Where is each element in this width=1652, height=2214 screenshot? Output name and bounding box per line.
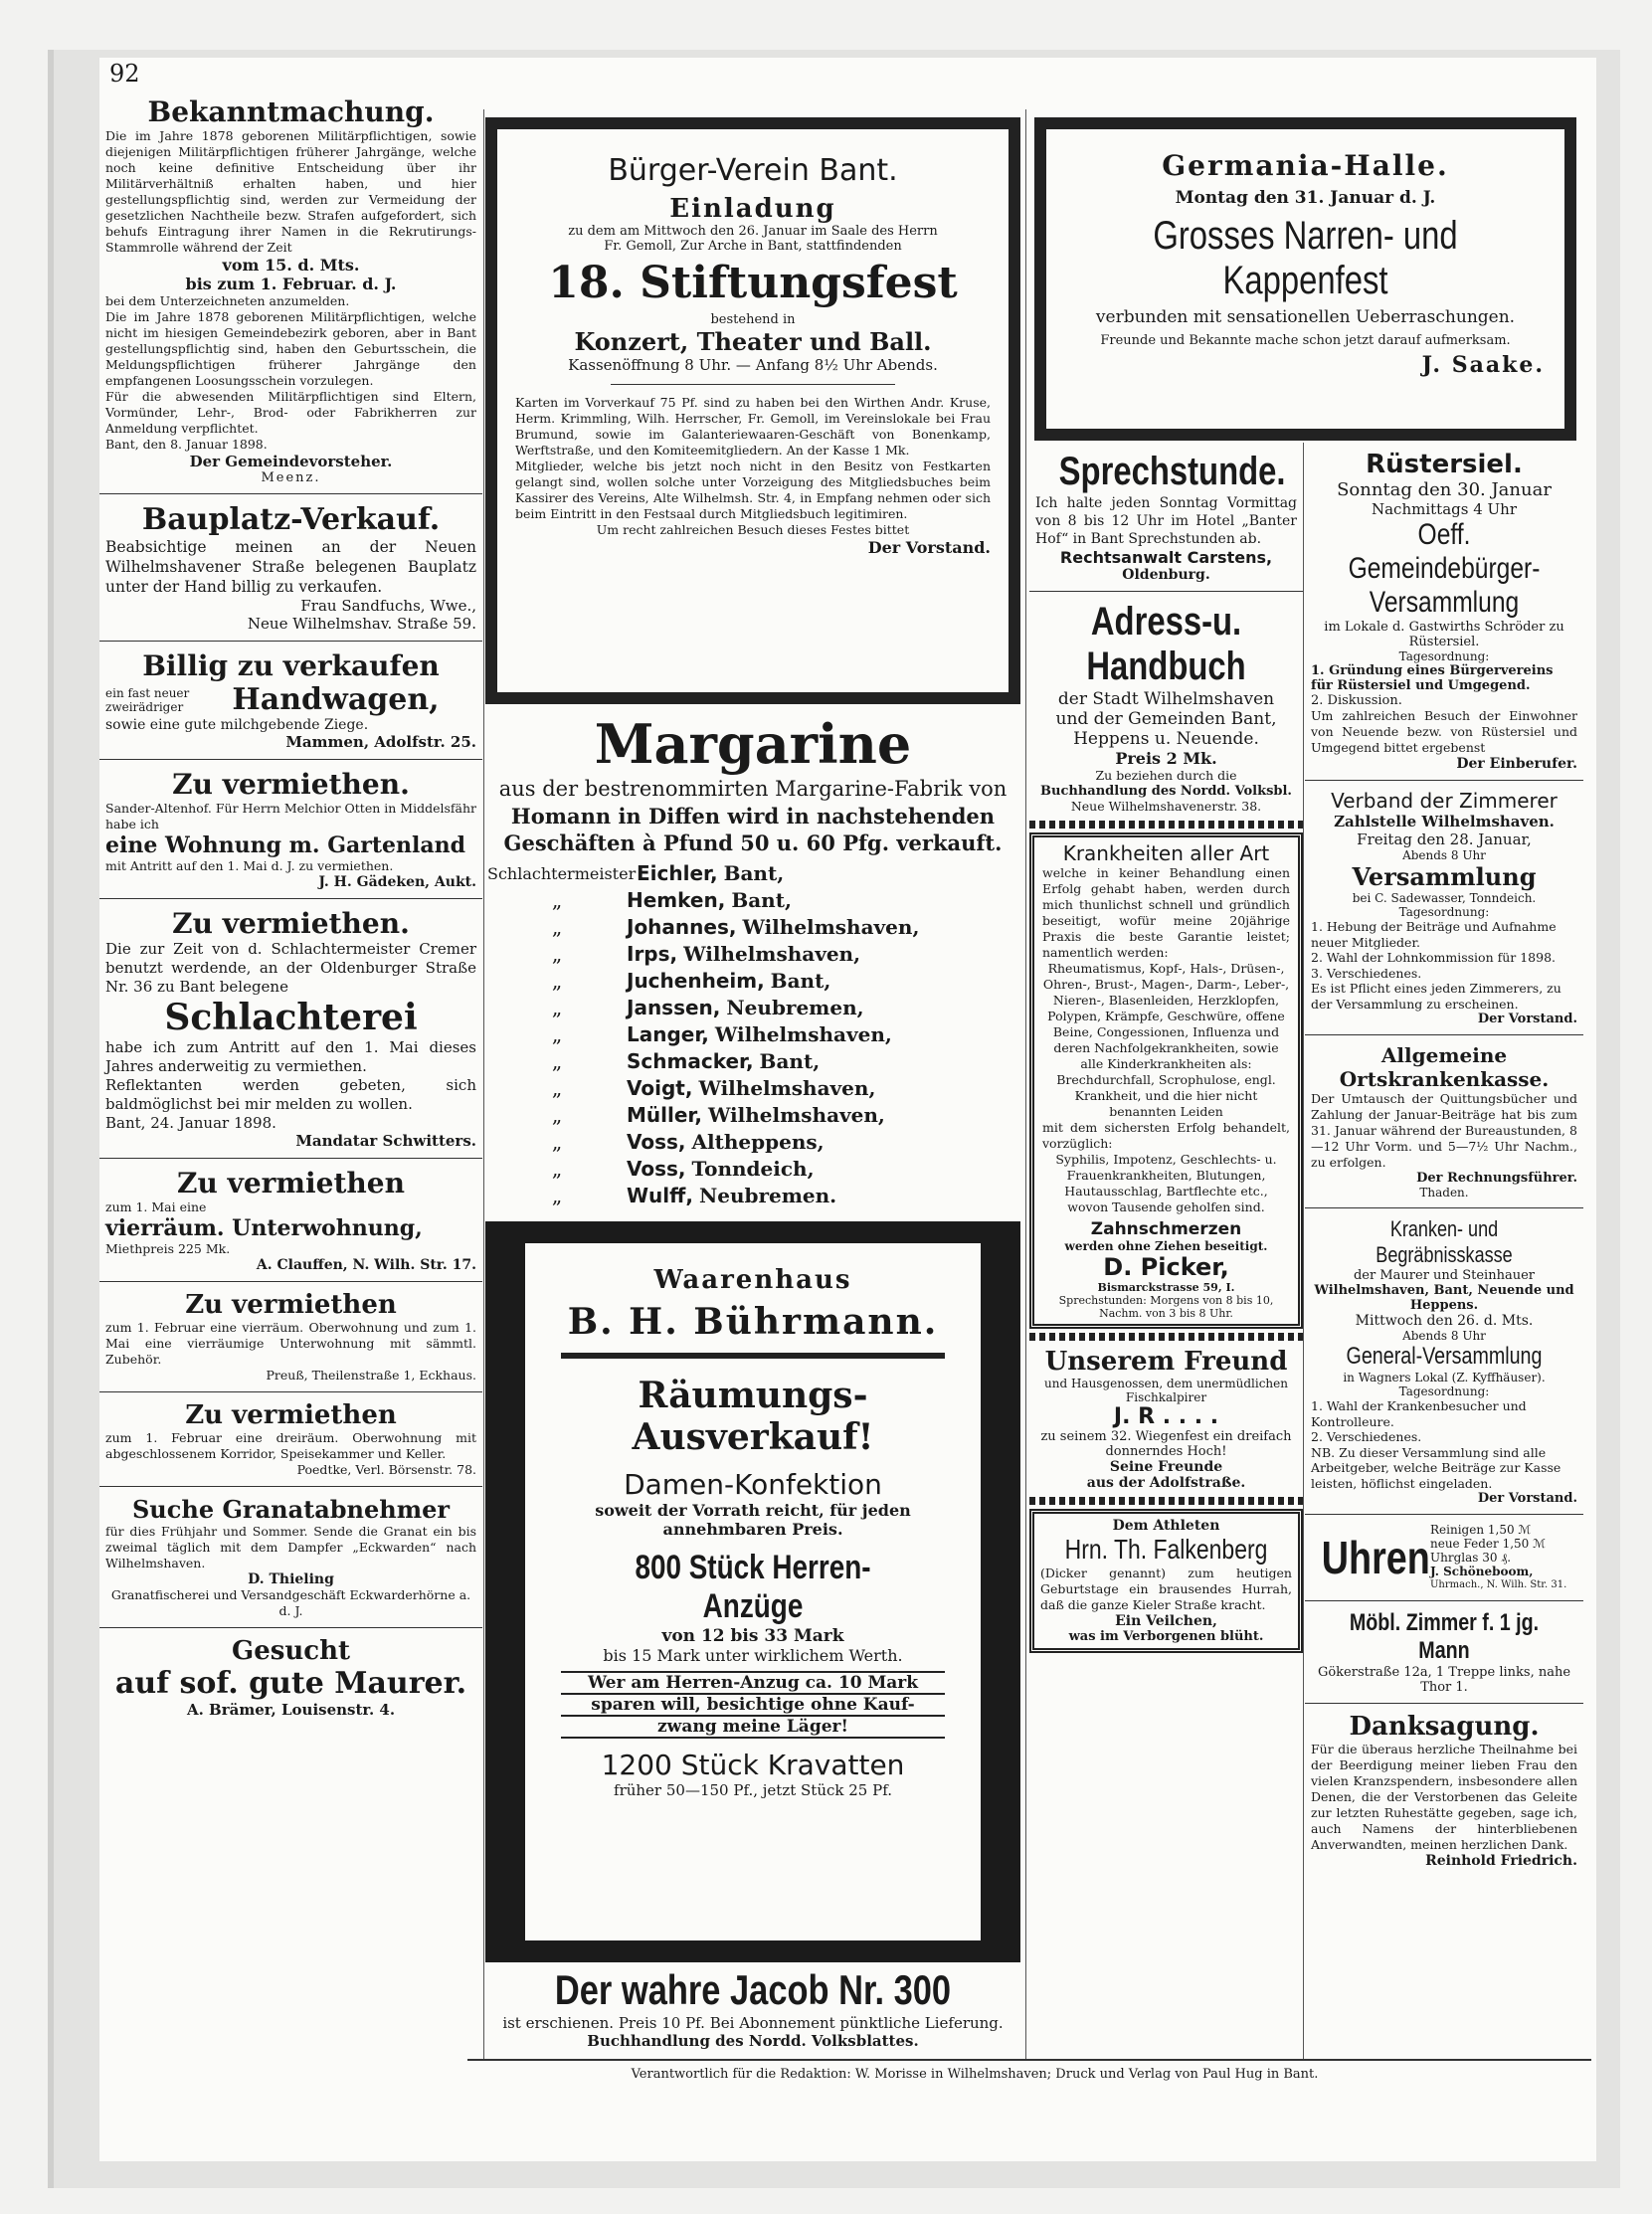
ad-title: Germania-Halle. [1162, 149, 1449, 182]
ad-danksagung [1305, 1710, 1583, 1871]
dealer-label: „ [551, 915, 563, 939]
ad-place-date: Bant, den 8. Januar 1898. [105, 437, 268, 452]
ad-text: Damen-Konfektion [624, 1468, 882, 1501]
ad-headline: auf sof. gute Maurer. [114, 1666, 467, 1701]
column-4 [1305, 448, 1583, 2069]
ad-text: bestehend in [710, 312, 796, 327]
ad-text: und der Gemeinden Bant, [1055, 709, 1277, 729]
ad-title: Möbl. Zimmer f. 1 jg. Mann [1349, 1609, 1540, 1664]
ad-headline: General-Versammlung [1346, 1343, 1543, 1370]
ad-signature-name: Meenz. [261, 470, 321, 485]
dealer-place: Bant, [759, 1049, 821, 1073]
dealer-label: „ [551, 969, 563, 993]
ad-text: sparen will, besichtige ohne Kauf- [561, 1693, 945, 1715]
ad-text: zum 1. Mai eine [105, 1199, 207, 1214]
ad-text: mit dem sichersten Erfolg behandelt, vorzüglich: [1042, 1120, 1290, 1151]
ad-headline: Oeff. Gemeindebürger- [1348, 518, 1541, 585]
ad-headline: Räumungs-Ausverkauf! [632, 1375, 874, 1458]
ad-signature: Der Vorstand. [1477, 1491, 1577, 1506]
dealer-name: Janssen, [627, 996, 721, 1019]
ad-title: Verband der Zimmerer [1331, 789, 1558, 813]
dealer-name: Voigt, [627, 1076, 693, 1100]
ad-text: Tagesordnung: [1398, 649, 1490, 663]
ad-price: Reinigen 1,50 ℳ [1430, 1523, 1532, 1537]
dealer-row [487, 995, 1018, 1021]
dealer-row [487, 860, 1018, 887]
dealer-name: Wulff, [627, 1184, 693, 1207]
ad-text: Fr. Gemoll, Zur Arche in Bant, stattfindenden [604, 239, 902, 254]
ad-maurer [99, 1634, 482, 1721]
dealer-label: „ [551, 1022, 563, 1046]
ad-address: Uhrmach., N. Wilh. Str. 31. [1430, 1579, 1567, 1590]
ad-text: Heppens u. Neuende. [1073, 729, 1259, 749]
ad-text: Zahlstelle Wilhelmshaven. [1334, 813, 1555, 830]
imprint-footer: Verantwortlich für die Redaktion: W. Morisse in Wilhelmshaven; Druck und Verlag von Paul Hug in Bant. [631, 2067, 1319, 2082]
divider [1029, 821, 1303, 829]
ad-title: Adress-u. Handbuch [1086, 600, 1246, 688]
dealer-label: „ [551, 1076, 563, 1100]
dealer-row [487, 968, 1018, 995]
ad-text: Karten im Vorverkauf 75 Pf. sind zu haben bei den Wirthen Andr. Kruse, Herm. Krimmling, Wilh. Herrscher, Fr. Gemoll, im Vereinslokale bei Frau Brumund, sowie im Galanteriewaaren-Geschäft von Bonenkamp, Werftstraße, und den Komiteemitgliedern. An der Kasse 1 Mk. [515, 395, 991, 458]
dealer-label: „ [551, 942, 563, 966]
ad-ortskrankenkasse [1305, 1041, 1583, 1201]
dealer-place: Wilhelmshaven, [707, 1103, 885, 1127]
ad-text: ein fast neuer [105, 685, 190, 700]
ad-signature: Neue Wilhelmshav. Straße 59. [247, 615, 476, 633]
ad-signature: J. H. Gädeken, Aukt. [318, 874, 476, 890]
ad-signature: A. Brämer, Louisenstr. 4. [186, 1701, 396, 1719]
ad-title: Bauplatz-Verkauf. [141, 502, 441, 537]
ad-text: Gökerstraße 12a, 1 Treppe links, nahe Thor 1. [1317, 1665, 1571, 1695]
ad-bekanntmachung [99, 93, 482, 487]
ad-headline: Versammlung [1352, 862, 1537, 891]
ad-signature: Preuß, Theilenstraße 1, Eckhaus. [266, 1368, 476, 1383]
dealer-name: Voss, [627, 1157, 686, 1181]
column-rule [483, 109, 484, 2059]
ad-ruestersiel [1305, 448, 1583, 774]
dealer-place: Wilhelmshaven, [714, 1022, 892, 1046]
dealer-label: „ [551, 996, 563, 1019]
ad-headline: 18. Stiftungsfest [548, 258, 958, 308]
ad-text: soweit der Vorrath reicht, für jeden annehmbaren Preis. [595, 1501, 911, 1539]
dealer-label: „ [551, 1130, 563, 1154]
ad-adressbuch [1029, 598, 1303, 817]
ad-text: Um zahlreichen Besuch der Einwohner von Neuende bezw. von Rüstersiel und Umgegend bittet ergebenst [1311, 708, 1577, 755]
ad-text: Geschäften à Pfund 50 u. 60 Pfg. verkauft. [503, 830, 1003, 855]
ad-germania-halle-frame [1034, 117, 1576, 446]
dealer-name: Eichler, [637, 861, 718, 885]
ad-text: zwang meine Läger! [561, 1715, 945, 1739]
ad-signature: Der Gemeindevorsteher. [189, 453, 393, 470]
ad-text: 2. Verschiedenes. [1311, 1429, 1422, 1444]
ad-text: zum 1. Februar eine vierräum. Oberwohnung und zum 1. Mai eine vierräumige Unterwohnung mit sämmtl. Zubehör. [105, 1320, 476, 1367]
ad-text: Um recht zahlreichen Besuch dieses Festes bittet [596, 522, 910, 537]
ad-krankheiten [1029, 832, 1303, 1329]
ad-date: Freitag den 28. Januar, [1357, 830, 1532, 848]
ad-title: Sprechstunde. [1058, 450, 1286, 493]
ad-price: neue Feder 1,50 ℳ [1430, 1537, 1546, 1551]
ad-vermiethen-4 [99, 1288, 482, 1385]
ad-text: 3. Verschiedenes. [1311, 965, 1422, 981]
divider [1029, 1333, 1303, 1341]
ad-text: Freunde und Bekannte mache schon jetzt darauf aufmerksam. [1100, 333, 1511, 348]
ad-text: aus der bestrenommirten Margarine-Fabrik von [498, 777, 1008, 801]
ad-headline: Handwagen, [232, 682, 440, 717]
footer-rule [467, 2059, 1591, 2061]
ad-signature: Ein Veilchen, [1115, 1613, 1217, 1629]
ad-signature: aus der Adolfstraße. [1086, 1475, 1246, 1491]
ad-text: Syphilis, Impotenz, Geschlechts- u. Frauenkrankheiten, Blutungen, Hautausschlag, Bartflechte etc., wovon Tausende geholfen sind. [1055, 1152, 1277, 1214]
ad-moebl-zimmer [1305, 1607, 1583, 1697]
ad-place-date: Bant, 24. Januar 1898. [105, 1114, 276, 1132]
dealer-label: „ [551, 1103, 563, 1127]
ad-title: Margarine [594, 712, 912, 776]
ad-zimmerer [1305, 787, 1583, 1028]
ad-text: 2. Wahl der Lohnkommission für 1898. [1311, 950, 1557, 965]
dealer-row [487, 887, 1018, 914]
ad-text: Tagesordnung: [1398, 905, 1490, 919]
dealer-row [487, 1075, 1018, 1102]
ad-price: Uhrglas 30 ₰. [1430, 1551, 1512, 1565]
dealer-place: Wilhelmshaven, [683, 942, 861, 966]
ad-signature: Frau Sandfuchs, Wwe., [300, 597, 476, 615]
ad-date: vom 15. d. Mts. [222, 256, 360, 275]
ad-text: Sprechstunden: Morgens von 8 bis 10, Nachm. von 3 bis 8 Uhr. [1058, 1294, 1274, 1320]
ad-athlet [1029, 1509, 1303, 1653]
dealer-row [487, 1183, 1018, 1209]
dealer-place: Tonndeich, [691, 1157, 815, 1181]
dealer-label: „ [551, 1049, 563, 1073]
dealer-name: Müller, [627, 1103, 702, 1127]
ad-title: Unserem Freund [1044, 1347, 1288, 1377]
dealer-place: Neubremen, [726, 996, 864, 1019]
ad-signature: Der Vorstand. [1477, 1012, 1577, 1026]
ad-text: Beabsichtige meinen an der Neuen Wilhelmshavener Straße belegenen Bauplatz unter der Hand billig zu verkaufen. [105, 538, 476, 596]
dealer-list [487, 860, 1018, 1209]
ad-billig [99, 647, 482, 753]
ad-signature: D. Picker, [1103, 1253, 1229, 1281]
ad-text: Für die überaus herzliche Theilnahme bei der Beerdigung meiner lieben Frau den vielen Kranzspendern, insbesondere allen Denen, die der Verstorbenen das Geleite zur letzten Ruhestätte gegeben, sage ich, auch Namens der hinterbliebenen Anverwandten, meinen herzlichen Dank. [1311, 1742, 1577, 1852]
ad-date: Nachmittags 4 Uhr [1371, 500, 1517, 518]
ad-text: Kassenöffnung 8 Uhr. — Anfang 8½ Uhr Abends. [568, 356, 938, 374]
ad-text: Es ist Pflicht eines jeden Zimmerers, zu der Versammlung zu erscheinen. [1311, 981, 1561, 1012]
dealer-place: Bant, [770, 969, 831, 993]
dealer-name: Juchenheim, [627, 969, 765, 993]
dealer-place: Altheppens, [691, 1130, 825, 1154]
ad-headline: B. H. Bührmann. [567, 1301, 939, 1343]
ad-text: in Wagners Lokal (Z. Kyffhäuser). [1343, 1371, 1546, 1384]
ad-date: Sonntag den 30. Januar [1337, 479, 1552, 500]
ad-text: der Maurer und Steinhauer [1353, 1268, 1535, 1283]
ad-headline: Schlachterei [164, 997, 418, 1038]
ad-title: Krankheiten aller Art [1062, 841, 1270, 865]
dealer-label: Schlachtermeister [487, 864, 637, 883]
ad-signature: Rechtsanwalt Carstens, [1059, 548, 1273, 567]
ad-text: 2. Diskussion. [1311, 693, 1402, 708]
ad-text: Die im Jahre 1878 geborenen Militärpflichtigen, welche nicht im hiesigen Gemeindebezirk geboren, aber in Bant gestellungspflichtig sind, haben den Geburtsschein, die Meldungspflichtigen früherer Jahrgänge den empfangenen Loosungsschein vorzulegen. [105, 309, 476, 388]
ad-title: Zu vermiethen [177, 1167, 405, 1199]
ad-signature: Oldenburg. [1122, 567, 1210, 583]
ad-signature: Poedtke, Verl. Börsenstr. 78. [296, 1462, 476, 1477]
ad-text: Rheumatismus, Kopf-, Hals-, Drüsen-, Ohren-, Brust-, Magen-, Darm-, Leber-, Nieren-, Blasenleiden, Herzklopfen, Polypen, Krämpfe, Geschwüre, offene Beine, Congessionen, Influenza und deren Nachfolgekrankheiten, sowie alle Kinderkrankheiten als: Brechdurchfall, Scrophulose, engl. Krankheit, und die hier nicht benannten Leiden [1042, 961, 1290, 1119]
ad-freund [1029, 1345, 1303, 1493]
ad-text: 1. Wahl der Krankenbesucher und Kontrolleure. [1311, 1398, 1527, 1429]
ad-date: Montag den 31. Januar d. J. [1175, 188, 1436, 208]
ad-title: Waarenhaus [653, 1265, 852, 1295]
page-number: 92 [109, 60, 140, 88]
dealer-row [487, 1048, 1018, 1075]
dealer-row [487, 1021, 1018, 1048]
ad-date: bis zum 1. Februar. d. J. [185, 275, 397, 293]
ad-text: sowie eine gute milchgebende Ziege. [105, 717, 369, 733]
ad-vermiethen-2 [99, 905, 482, 1152]
ad-bauplatz [99, 500, 482, 635]
ad-title: Uhren [1321, 1532, 1430, 1583]
ad-title: Billig zu verkaufen [142, 649, 440, 682]
dealer-name: Langer, [627, 1022, 709, 1046]
ad-text: zu dem am Mittwoch den 26. Januar im Saale des Herrn [568, 224, 938, 239]
dealer-name: Voss, [627, 1130, 686, 1154]
ad-signature: Granatfischerei und Versandgeschäft Eckwarderhörne a. d. J. [110, 1587, 471, 1618]
ad-title: Der wahre Jacob Nr. 300 [554, 1966, 952, 2013]
ad-text: im Lokale d. Gastwirths Schröder zu Rüstersiel. [1324, 620, 1564, 649]
ad-text: Sander-Altenhof. Für Herrn Melchior Otten in Middelsfähr habe ich [105, 801, 476, 831]
ad-title: Zu vermiethen [185, 1400, 397, 1430]
ad-price: Preis 2 Mk. [1115, 749, 1217, 768]
dealer-row [487, 1129, 1018, 1156]
ad-text: Für die abwesenden Militärpflichtigen sind Eltern, Vormünder, Lehr-, Brod- oder Fabrikherren zur Anmeldung verpflichtet. [105, 389, 476, 436]
column-1 [99, 60, 482, 2099]
ad-headline: eine Wohnung m. Gartenland [105, 832, 465, 858]
ad-vermiethen-5 [99, 1398, 482, 1480]
ad-signature: Reinhold Friedrich. [1425, 1853, 1577, 1869]
ad-signature: Mandatar Schwitters. [295, 1132, 476, 1150]
column-rule [1303, 443, 1304, 2059]
ad-signature: D. Thieling [248, 1571, 334, 1587]
ad-signature: Der Einberufer. [1456, 756, 1577, 772]
ad-title: Zu vermiethen. [172, 907, 410, 940]
ad-headline: Einladung [669, 194, 836, 224]
ad-title: Dem Athleten [1112, 1518, 1220, 1534]
ad-headline: J. R . . . . [1113, 1404, 1219, 1429]
ad-signature: was im Verborgenen blüht. [1068, 1629, 1264, 1644]
dealer-row [487, 941, 1018, 968]
ad-text: welche in keiner Behandlung einen Erfolg gehabt haben, werden durch mich thunlichst schnell und gründlich beseitigt, wofür meine 20jährige Praxis die beste Garantie leistet; namentlich werden: [1042, 865, 1290, 960]
ad-text: Der Umtausch der Quittungsbücher und Zahlung der Januar-Beiträge hat bis zum 31. Januar während der Bureaustunden, 8—12 Uhr Vorm. und 5—7½ Uhr Nachm., zu erfolgen. [1311, 1091, 1577, 1170]
dealer-name: Hemken, [627, 888, 726, 912]
ad-title: Gesucht [231, 1636, 351, 1666]
ad-vermiethen-3 [99, 1165, 482, 1275]
ad-signature: J. Saake. [1421, 352, 1545, 378]
ad-text: Reflektanten werden gebeten, sich baldmöglichst bei mir melden zu wollen. [105, 1076, 476, 1113]
ad-date: Abends 8 Uhr [1402, 1329, 1486, 1343]
ad-text: zum 1. Februar eine dreiräum. Oberwohnung mit abgeschlossenem Korridor, Speisekammer und Keller. [105, 1430, 476, 1461]
dealer-name: Schmacker, [627, 1049, 754, 1073]
ad-text: für dies Frühjahr und Sommer. Sende die Granat ein bis zweimal täglich mit dem Dampfer „Eckwarden“ nach Wilhelmshaven. [105, 1524, 476, 1570]
ad-text: und Hausgenossen, dem unermüdlichen Fischkalpirer [1044, 1377, 1288, 1404]
dealer-place: Neubremen. [698, 1184, 837, 1207]
ad-text: Miethpreis 225 Mk. [105, 1241, 231, 1256]
ad-text: Tagesordnung: [1398, 1384, 1490, 1398]
ad-headline: 800 Stück Herren-Anzüge [635, 1549, 871, 1625]
ad-title: Allgemeine Ortskrankenkasse. [1339, 1043, 1550, 1091]
ad-buerger-verein [485, 117, 1020, 704]
ad-headline: Konzert, Theater und Ball. [574, 327, 932, 356]
ad-text: Homann in Diffen wird in nachstehenden [510, 804, 996, 829]
ad-text: habe ich zum Antritt auf den 1. Mai dieses Jahres anderweitig zu vermiethen. [105, 1038, 476, 1075]
ad-text: Die zur Zeit von d. Schlachtermeister Cremer benutzt werdende, an der Oldenburger Straße Nr. 36 zu Bant belegene [105, 940, 476, 996]
dealer-place: Wilhelmshaven, [698, 1076, 876, 1100]
ad-signature: Der Rechnungsführer. [1416, 1171, 1577, 1186]
ad-text: früher 50—150 Pf., jetzt Stück 25 Pf. [614, 1781, 892, 1799]
ad-text: Die im Jahre 1878 geborenen Militärpflichtigen, sowie diejenigen Militärpflichtigen früherer Jahrgänge, welche noch keine definitive Entscheidung über ihr Militärverhältniß erhalten haben, und hier gestellungspflichtig sind, werden zur Vermeidung der gesetzlichen Nachtheile bezw. Strafen aufgefordert, sich behufs Eintragung ihrer Namen in die Rekrutirungs-Stammrolle während der Zeit [105, 128, 476, 255]
ad-signature-name: Thaden. [1419, 1186, 1469, 1199]
ad-text: 1. Gründung eines Bürgervereins für Rüstersiel und Umgegend. [1311, 663, 1554, 693]
ad-text: (Dicker genannt) zum heutigen Geburtstage ein brausendes Hurrah, daß die ganze Kieler Straße kracht. [1040, 1566, 1292, 1612]
column-rule [1025, 109, 1026, 2059]
dealer-row [487, 1156, 1018, 1183]
ad-signature: Der Vorstand. [867, 538, 991, 557]
ad-title: Zu vermiethen [185, 1290, 397, 1320]
ad-text: bei dem Unterzeichneten anzumelden. [105, 293, 350, 308]
ad-text: der Stadt Wilhelmshaven [1057, 689, 1275, 709]
ad-text: ist erschienen. Preis 10 Pf. Bei Abonnement pünktliche Lieferung. [502, 2014, 1004, 2032]
ad-headline: Grosses Narren- und Kappenfest [1153, 214, 1458, 302]
dealer-row [487, 1102, 1018, 1129]
ad-text: von 12 bis 33 Mark [661, 1626, 844, 1646]
ad-wahre-jacob [485, 1962, 1020, 2054]
ad-text: zu seinem 32. Wiegenfest ein dreifach donnerndes Hoch! [1040, 1429, 1292, 1459]
ad-signature: Mammen, Adolfstr. 25. [285, 733, 476, 751]
ad-signature: Seine Freunde [1109, 1459, 1223, 1475]
ad-waarenhaus [485, 1221, 1020, 1962]
ad-title: Bürger-Verein Bant. [608, 153, 898, 188]
ad-title: Suche Granatabnehmer [131, 1495, 451, 1524]
dealer-label: „ [551, 888, 563, 912]
ad-address: Bismarckstrasse 59, I. [1097, 1281, 1235, 1294]
column-3 [1029, 448, 1303, 2064]
ad-sprechstunde [1029, 448, 1303, 585]
ad-text: Wer am Herren-Anzug ca. 10 Mark [561, 1671, 945, 1693]
ad-headline: Versammlung [1369, 586, 1520, 619]
ad-germania-halle [1034, 117, 1576, 441]
dealer-label: „ [551, 1157, 563, 1181]
ad-title: Kranken- und Begräbnisskasse [1376, 1216, 1513, 1267]
ad-headline: Hrn. Th. Falkenberg [1064, 1534, 1268, 1565]
ad-text: Mitglieder, welche bis jetzt noch nicht in den Besitz von Festkarten gelangt sind, wollen solche unter Vorzeigung des Mitgliedsbuches beim Kassirer des Vereins, Alte Wilhelmsh. Str. 4, in Empfang nehmen oder sich beim Eintritt in den Festsaal durch Mitgliedsbuch legitimiren. [515, 459, 991, 521]
dealer-label: „ [551, 1184, 563, 1207]
divider [1029, 1497, 1303, 1505]
ad-date: Mittwoch den 26. d. Mts. [1355, 1313, 1534, 1329]
dealer-place: Wilhelmshaven, [742, 915, 920, 939]
ad-title: Bekanntmachung. [147, 95, 435, 128]
ad-text: NB. Zu dieser Versammlung sind alle Arbeitgeber, welche Beiträge zur Kasse leisten, höflichst eingeladen. [1311, 1444, 1561, 1491]
ad-text: Ich halte jeden Sonntag Vormittag von 8 bis 12 Uhr im Hotel „Banter Hof“ in Bant Sprechstunden ab. [1035, 495, 1297, 547]
ad-headline: 1200 Stück Kravatten [601, 1749, 905, 1781]
dealer-place: Bant, [731, 888, 792, 912]
ad-title: Danksagung. [1349, 1712, 1540, 1742]
ad-text: mit Antritt auf den 1. Mai d. J. zu vermiethen. [105, 858, 394, 873]
ad-text: werden ohne Ziehen beseitigt. [1064, 1239, 1268, 1253]
column-2 [485, 117, 1020, 2067]
dealer-place: Bant, [723, 861, 785, 885]
ad-date: Abends 8 Uhr [1402, 848, 1486, 862]
ad-signature: A. Clauffen, N. Wilh. Str. 17. [256, 1257, 476, 1273]
ad-signature: J. Schöneboom, [1430, 1565, 1534, 1578]
dealer-row [487, 914, 1018, 941]
ad-uhren [1305, 1521, 1583, 1594]
ad-headline: Zahnschmerzen [1090, 1219, 1242, 1239]
ad-begraebniskasse [1305, 1214, 1583, 1508]
ad-vermiethen-1 [99, 766, 482, 892]
dealer-name: Irps, [627, 942, 678, 966]
ad-granat [99, 1493, 482, 1621]
ad-text: Buchhandlung des Nordd. Volksbl. [1040, 784, 1292, 799]
ad-text: zweirädriger [105, 699, 184, 714]
ad-text: bei C. Sadewasser, Tonndeich. [1352, 891, 1537, 905]
ad-text: Neue Wilhelmshavenerstr. 38. [1070, 799, 1262, 814]
ad-signature: Buchhandlung des Nordd. Volksblattes. [587, 2032, 919, 2050]
ad-text: Zu beziehen durch die [1095, 768, 1237, 783]
ad-title: Zu vermiethen. [172, 768, 410, 801]
ad-title: Rüstersiel. [1366, 450, 1523, 479]
ad-text: verbunden mit sensationellen Ueberraschungen. [1095, 307, 1516, 327]
ad-text: bis 15 Mark unter wirklichem Werth. [603, 1646, 903, 1665]
ad-headline: vierräum. Unterwohnung, [105, 1215, 423, 1241]
ad-margarine [485, 704, 1020, 1209]
ad-text: Wilhelmshaven, Bant, Neuende und Heppens. [1314, 1283, 1574, 1313]
dealer-name: Johannes, [627, 915, 737, 939]
ad-text: 1. Hebung der Beiträge und Aufnahme neuer Mitglieder. [1311, 919, 1557, 950]
